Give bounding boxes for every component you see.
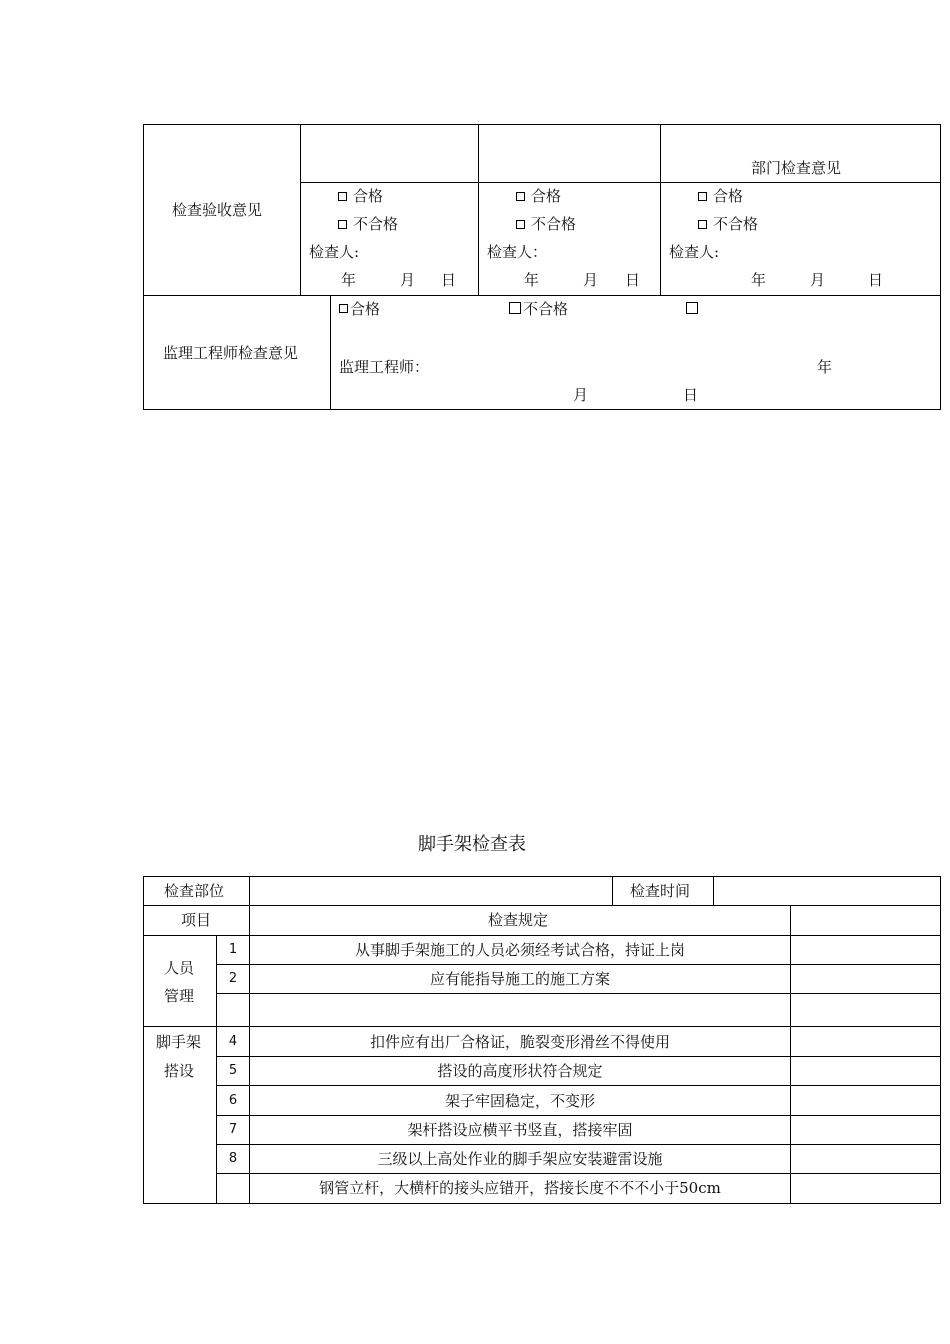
supervisor-fail-option[interactable]: 不合格 [509,300,568,318]
month-label-a: 月 [400,271,416,289]
checkbox-icon [698,192,707,201]
table-border [143,124,144,410]
table-border [143,1203,941,1204]
checkbox-icon [509,302,521,314]
table-divider [143,295,941,296]
table-divider [612,876,613,906]
checkbox-icon [339,304,348,313]
table-divider [330,295,331,410]
day-label-c: 日 [868,271,884,289]
table-divider [143,935,941,936]
fail-option-c[interactable]: 不合格 [698,215,758,233]
table-divider [216,1056,941,1057]
year-label-a: 年 [341,271,357,289]
result-cell[interactable] [792,1087,938,1113]
table-divider [713,876,714,906]
fail-option-a[interactable]: 不合格 [338,215,398,233]
day-label-b: 日 [625,271,641,289]
result-cell[interactable] [792,1146,938,1171]
table-border [940,124,941,410]
result-cell[interactable] [792,1028,938,1054]
table-divider [216,993,941,994]
row-number: 4 [228,1034,238,1049]
location-label: 检查部位 [164,882,225,900]
group-personnel-line1: 人员 [164,959,195,977]
table-divider [790,905,791,1204]
pass-option-b[interactable]: 合格 [516,187,561,205]
row-rule: 钢管立杆，大横杆的接头应错开，搭接长度不不不小于50cm [319,1179,721,1197]
table-border [143,409,941,410]
table-divider [660,124,661,296]
table-divider [300,182,941,183]
row-number: 8 [228,1151,238,1166]
month-label-c: 月 [810,271,826,289]
row-rule: 从事脚手架施工的人员必须经考试合格，持证上岗 [354,941,685,959]
inspector-label-b: 检查人： [487,243,548,261]
checkbox-icon [516,220,525,229]
row-rule: 架杆搭设应横平书竖直，搭接牢固 [407,1121,633,1139]
supervisor-extra-checkbox[interactable] [686,300,700,318]
table-divider [216,1173,941,1174]
supervisor-label: 监理工程师检查意见 [163,344,299,362]
group-erection-line1: 脚手架 [156,1033,202,1051]
result-cell[interactable] [792,937,938,962]
row-number: 7 [228,1122,238,1137]
row-number: 1 [228,942,238,957]
table-divider [216,1144,941,1145]
table-divider [300,124,301,296]
supervisor-year-label: 年 [817,358,833,376]
fail-option-b[interactable]: 不合格 [516,215,576,233]
year-label-b: 年 [524,271,540,289]
table-border [940,876,941,1204]
dept-opinion-header: 部门检查意见 [751,159,842,177]
rule-header: 检查规定 [488,911,549,929]
checkbox-icon [338,220,347,229]
table-divider [216,1085,941,1086]
table-divider [143,905,941,906]
time-field[interactable] [716,879,938,903]
row-rule: 应有能指导施工的施工方案 [429,970,610,988]
month-label-b: 月 [583,271,599,289]
day-label-a: 日 [441,271,457,289]
row-number: 6 [228,1093,238,1108]
checkbox-icon [698,220,707,229]
supervisor-pass-option[interactable]: 合格 [339,300,380,318]
engineer-label: 监理工程师： [339,358,430,376]
year-label-c: 年 [751,271,767,289]
pass-option-c[interactable]: 合格 [698,187,743,205]
table-divider [216,1115,941,1116]
row-rule: 架子牢固稳定，不变形 [444,1092,595,1110]
location-field[interactable] [252,879,609,903]
row-number: 5 [228,1063,238,1078]
result-cell[interactable] [792,1175,938,1201]
page-title: 脚手架检查表 [418,834,526,855]
checkbox-icon [516,192,525,201]
pass-option-a[interactable]: 合格 [338,187,383,205]
row-rule: 扣件应有出厂合格证，脆裂变形滑丝不得使用 [369,1033,670,1051]
table-divider [216,964,941,965]
row-rule: 三级以上高处作业的脚手架应安装避雷设施 [377,1150,663,1168]
result-cell[interactable] [792,1117,938,1142]
checkbox-icon [338,192,347,201]
inspector-label-a: 检查人: [309,243,360,261]
result-cell[interactable] [792,966,938,991]
row-rule: 搭设的高度形状符合规定 [437,1062,603,1080]
group-personnel-line2: 管理 [164,987,195,1005]
table-divider [478,124,479,296]
checkbox-icon [686,302,698,314]
table-border [143,876,941,877]
supervisor-day-label: 日 [683,386,699,404]
table-border [143,876,144,1204]
acceptance-label: 检查验收意见 [172,201,263,219]
item-header: 项目 [181,911,212,929]
result-cell[interactable] [792,995,938,1024]
table-divider [143,1026,941,1027]
group-erection-line2: 搭设 [164,1062,195,1080]
inspector-label-c: 检查人: [669,243,720,261]
row-number: 2 [228,971,238,986]
supervisor-month-label: 月 [573,386,589,404]
table-border [143,124,941,125]
time-label: 检查时间 [630,882,691,900]
result-cell[interactable] [792,1058,938,1083]
